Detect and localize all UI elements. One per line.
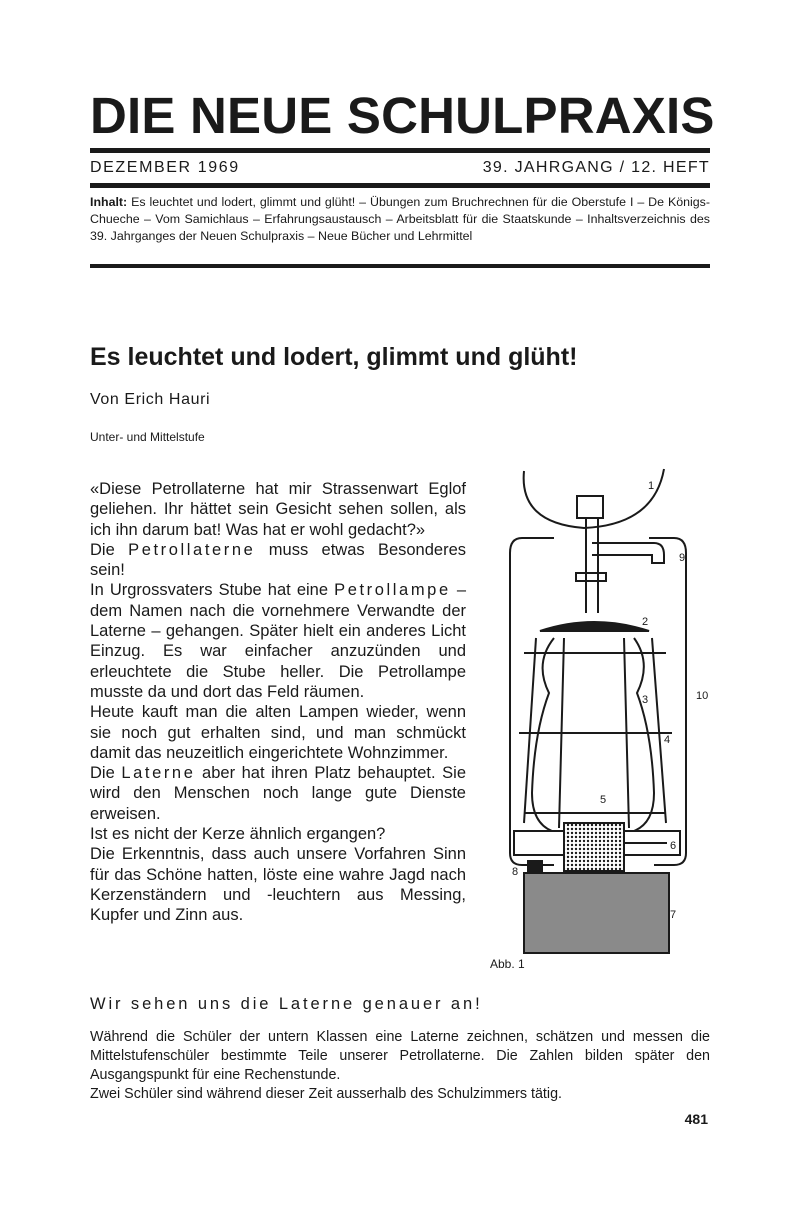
figure-label: 10 — [696, 690, 709, 702]
contents-text: Es leuchtet und lodert, glimmt und glüht! – Übungen zum Bruchrechnen für die Oberstufe I – De Königs-Chueche – Vom Samichlaus – Erfahrungsaustausch – Arbeitsblatt für die Staatskunde – Inhaltsverzeichnis des 39. Jahrganges der Neuen Schulpraxis – Neue Bücher und Lehrmittel — [90, 195, 710, 243]
figure-label: 6 — [670, 840, 677, 852]
paragraph: Heute kauft man die alten Lampen wieder, wenn sie noch gut erhalten sind, und man schmückt damit das neuzeitlich eingerichtete Wohnzimmer. — [90, 703, 466, 762]
article-byline: Von Erich Hauri — [90, 391, 211, 408]
page-number: 481 — [684, 1111, 708, 1127]
paragraph: Ist es nicht der Kerze ähnlich ergangen? — [90, 825, 386, 844]
table-of-contents — [90, 194, 710, 244]
paragraph: Die Petrollaterne muss etwas Besonderes sein! — [90, 540, 467, 580]
article-body — [90, 479, 466, 926]
masthead-rule-bottom — [90, 183, 710, 188]
figure-label: 1 — [648, 480, 655, 492]
spaced-word: Laterne — [121, 764, 196, 783]
paragraph: Zwei Schüler sind während dieser Zeit ausserhalb des Schulzimmers tätig. — [90, 1086, 563, 1102]
lantern-frame-right — [649, 538, 686, 865]
fuel-tank — [524, 873, 669, 953]
lantern-drawing — [510, 469, 686, 875]
figure-label: 9 — [679, 552, 686, 564]
issue-date: DEZEMBER 1969 — [90, 159, 240, 176]
burner-gauze — [564, 823, 624, 871]
globe-collar — [540, 622, 649, 631]
spaced-word: Petrollaterne — [128, 540, 256, 559]
figure-label: 4 — [664, 734, 671, 746]
vent-pipe — [592, 543, 664, 563]
spaced-word: Petrollampe — [334, 581, 451, 600]
contents-label: Inhalt: — [90, 195, 128, 209]
glass-globe — [532, 638, 654, 831]
paragraph: Die Erkenntnis, dass auch unsere Vorfahren Sinn für das Schöne hatten, löste eine wahre Jagd nach Kerzenständern und -leuchtern aus Messing, Kupfer und Zinn aus. — [90, 845, 466, 925]
figure-label: 7 — [670, 909, 677, 921]
figure-label: 3 — [642, 694, 649, 706]
paragraph: «Diese Petrollaterne hat mir Strassenwart Eglof geliehen. Ihr hättet sein Gesicht sehen sollen, als ich ihn darum bat! Was hat er wohl gedacht?» — [90, 480, 466, 539]
closing-text — [90, 1028, 710, 1104]
paragraph: In Urgrossvaters Stube hat eine Petrollampe – dem Namen nach die vornehmere Verwandte der Laterne – gehangen. Später hielt ein anderes Licht Einzug. Es war einfacher anzuzünden und erleuchtete die Stube heller. Die Petrollampe musste da und dort das Feld räumen. — [90, 581, 467, 701]
lantern-handle — [524, 469, 664, 528]
contents-rule — [90, 264, 710, 268]
figure-label: 2 — [642, 616, 649, 628]
article-level: Unter- und Mittelstufe — [90, 430, 205, 444]
section-heading: Wir sehen uns die Laterne genauer an! — [90, 995, 483, 1013]
chimney-cap — [577, 496, 603, 518]
figure-label: 8 — [512, 866, 519, 878]
paragraph: Die Laterne aber hat ihren Platz behauptet. Sie wird den Menschen noch lange gute Dienste erweisen. — [90, 764, 467, 823]
article-title: Es leuchtet und lodert, glimmt und glüht! — [90, 343, 578, 371]
figure-label: 5 — [600, 794, 607, 806]
masthead-rule-top — [90, 148, 710, 153]
masthead-title: DIE NEUE SCHULPRAXIS — [90, 87, 715, 144]
lantern-figure — [474, 463, 724, 963]
figure-caption: Abb. 1 — [490, 957, 525, 971]
paragraph: Während die Schüler der untern Klassen eine Laterne zeichnen, schätzen und messen die Mittelstufenschüler bestimmte Teile unserer Petrollaterne. Die Zahlen bilden später den Ausgangspunkt für eine Rechenstunde. — [90, 1029, 710, 1083]
issue-number: 39. JAHRGANG / 12. HEFT — [482, 159, 710, 176]
